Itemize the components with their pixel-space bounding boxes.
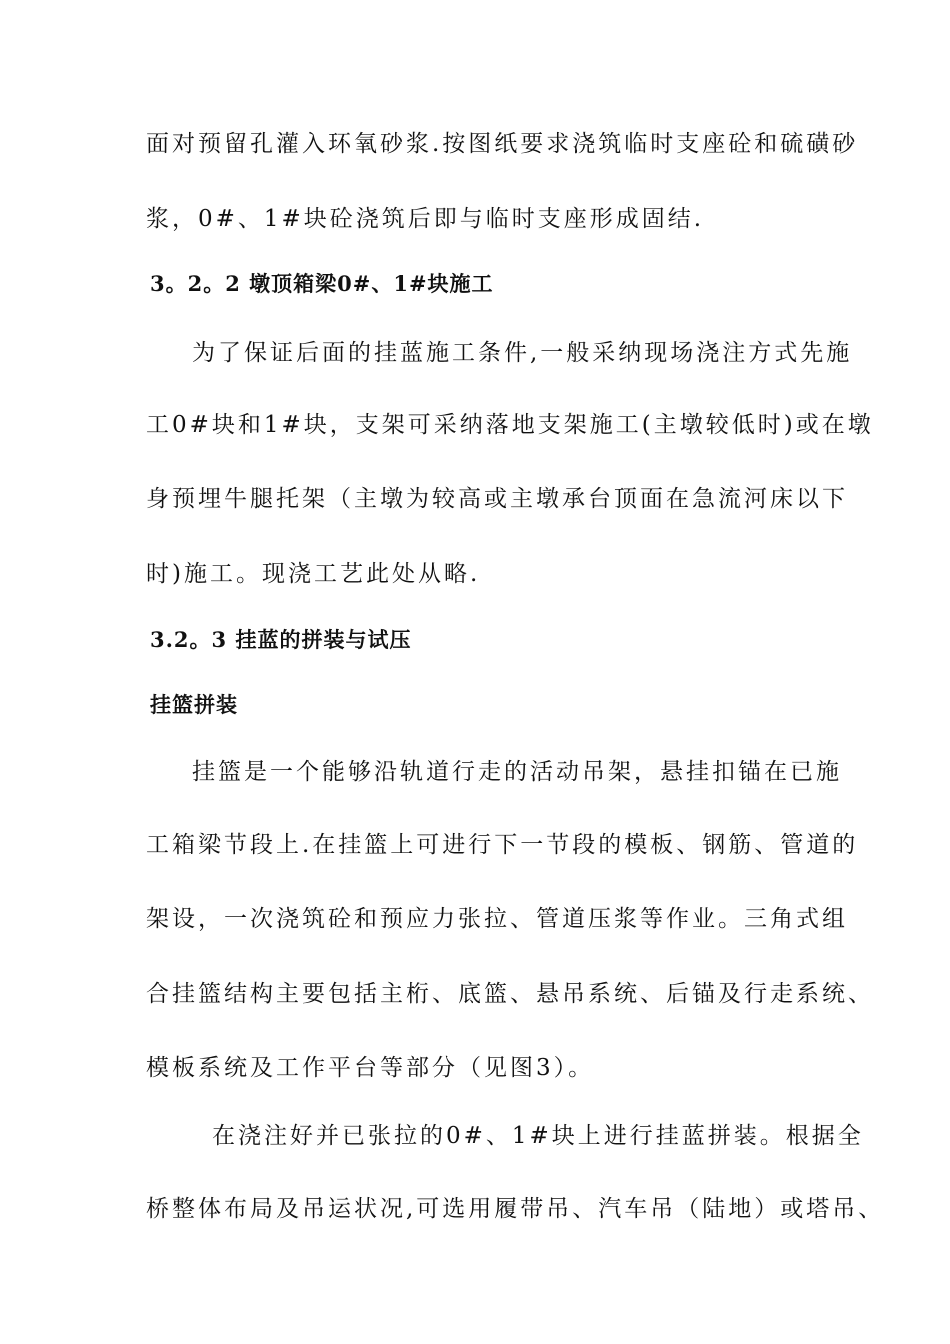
paragraph-line: 工箱梁节段上.在挂篮上可进行下一节段的模板、钢筋、管道的 <box>146 832 859 858</box>
paragraph-line: 挂篮是一个能够沿轨道行走的活动吊架，悬挂扣锚在已施 <box>192 759 842 785</box>
paragraph-line: 为了保证后面的挂蓝施工条件,一般采纳现场浇注方式先施 <box>192 340 853 366</box>
section-heading: 3。2。2 墩顶箱梁0#、1#块施工 <box>150 271 494 296</box>
section-heading: 3.2。3 挂蓝的拼装与试压 <box>150 627 412 652</box>
paragraph-line: 模板系统及工作平台等部分（见图3）。 <box>146 1055 595 1081</box>
paragraph-line: 身预埋牛腿托架（主墩为较高或主墩承台顶面在急流河床以下 <box>146 486 848 512</box>
paragraph-line: 桥整体布局及吊运状况,可选用履带吊、汽车吊（陆地）或塔吊、 <box>146 1196 885 1222</box>
paragraph-line: 合挂篮结构主要包括主桁、底篮、悬吊系统、后锚及行走系统、 <box>146 981 874 1007</box>
paragraph-line: 在浇注好并已张拉的0#、1#块上进行挂蓝拼装。根据全 <box>212 1123 864 1149</box>
paragraph-line: 面对预留孔灌入环氧砂浆.按图纸要求浇筑临时支座砼和硫磺砂 <box>146 131 859 157</box>
subsection-heading: 挂篮拼装 <box>150 692 238 717</box>
paragraph-line: 浆，0#、1#块砼浇筑后即与临时支座形成固结. <box>146 206 705 232</box>
paragraph-line: 架设，一次浇筑砼和预应力张拉、管道压浆等作业。三角式组 <box>146 906 848 932</box>
paragraph-line: 工0#块和1#块，支架可采纳落地支架施工(主墩较低时)或在墩 <box>146 412 874 438</box>
paragraph-line: 时)施工。现浇工艺此处从略. <box>146 561 481 587</box>
